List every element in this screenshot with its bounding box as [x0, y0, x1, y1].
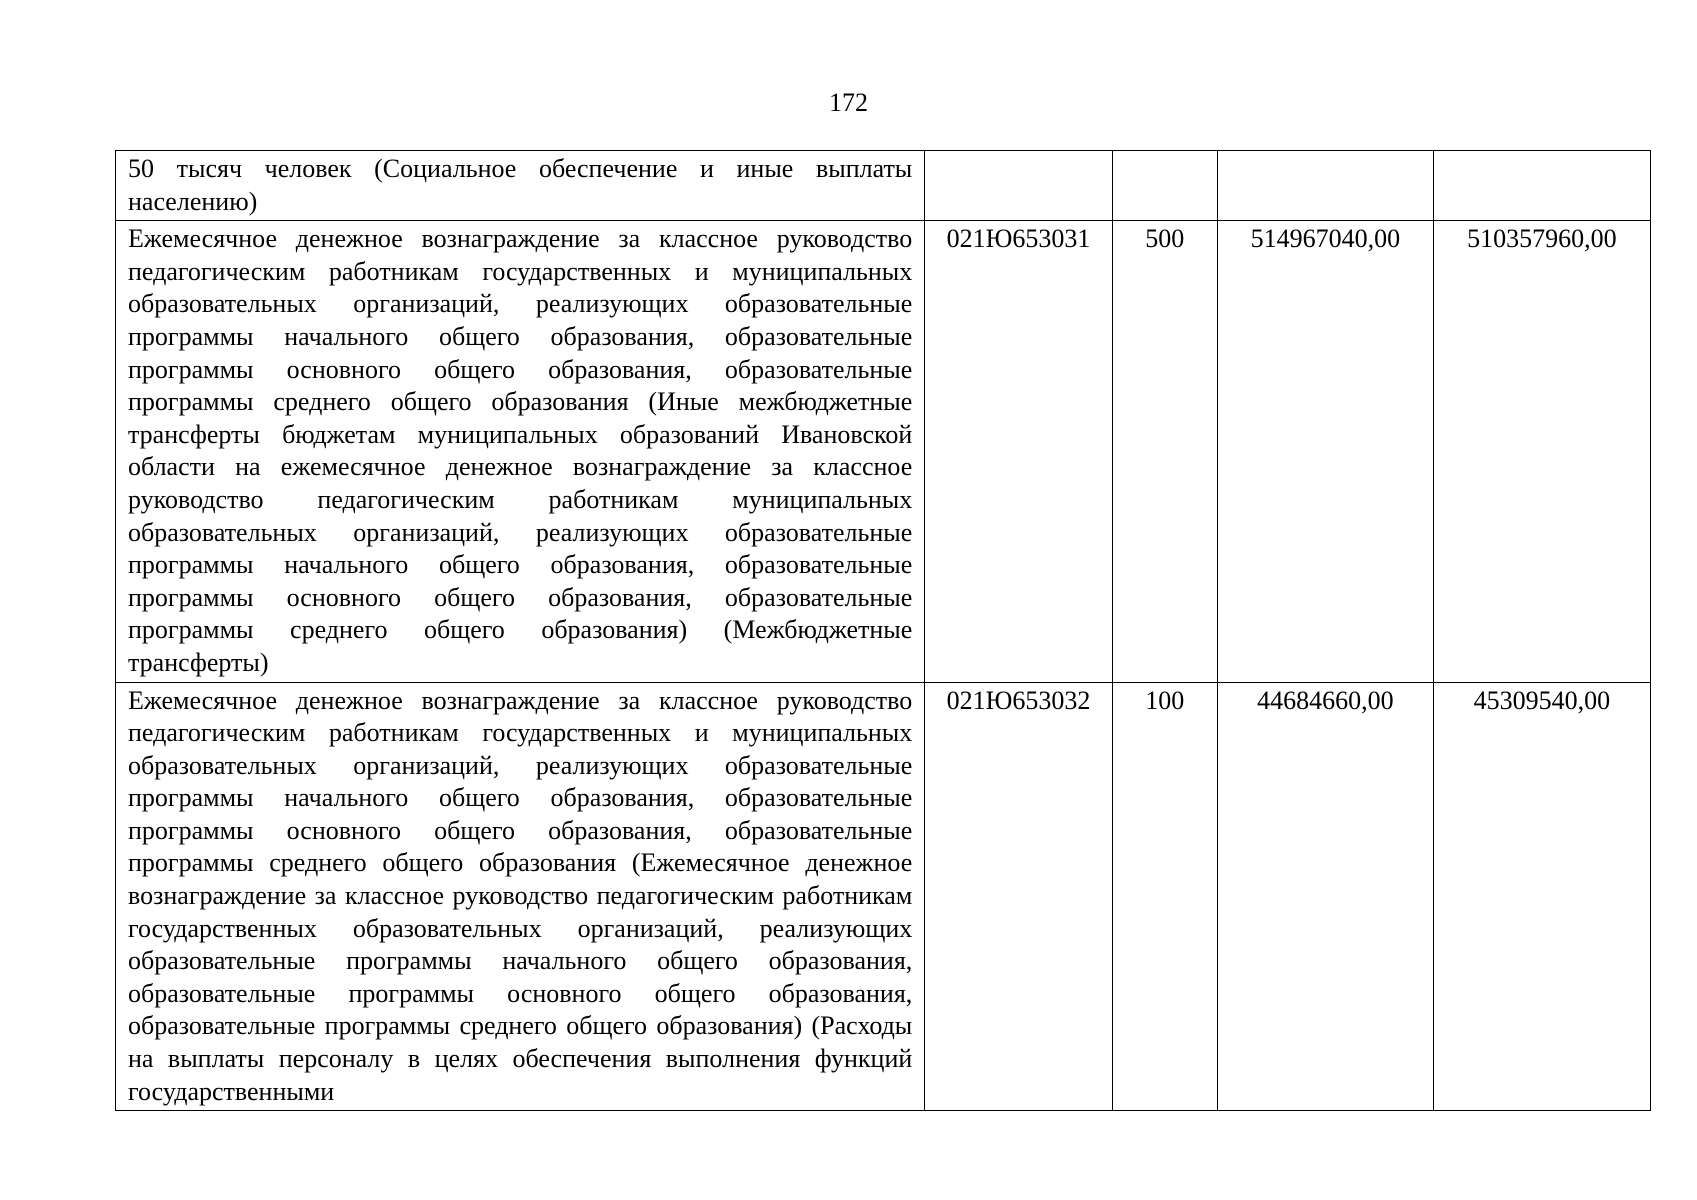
row-code-cell: 021Ю653032 [925, 682, 1113, 1111]
row-sum2-cell [1433, 151, 1650, 221]
budget-table [115, 150, 1651, 1111]
row-code-cell [925, 151, 1113, 221]
row-name-text: Ежемесячное денежное вознаграждение за классное руководство педагогическим работникам государственных и муниципальных образовательных организаций, реализующих образовательные программы начального общего образования, образовательные программы основного общего образования, образовательные программы среднего общего образования (Ежемесячное денежное вознаграждение за классное руководство педагогическим работникам государственных образовательных организаций, реализующих образовательные программы начального общего образования, образовательные программы основного общего образования, образовательные программы среднего общего образования) (Расходы на выплаты персоналу в целях обеспечения выполнения функций государственными [128, 685, 913, 1106]
table-row [116, 151, 1651, 221]
table-row [116, 682, 1651, 1111]
row-type-cell: 500 [1112, 221, 1217, 682]
row-type-cell: 100 [1112, 682, 1217, 1111]
page-number: 172 [829, 88, 868, 117]
row-sum1-cell: 514967040,00 [1217, 221, 1433, 682]
row-sum1-cell [1217, 151, 1433, 221]
table-row [116, 221, 1651, 682]
row-sum1-cell: 44684660,00 [1217, 682, 1433, 1111]
row-name-cell: Ежемесячное денежное вознаграждение за классное руководство педагогическим работникам государственных и муниципальных образовательных организаций, реализующих образовательные программы начального общего образования, образовательные программы основного общего образования, образовательные программы среднего общего образования (Иные межбюджетные трансферты бюджетам муниципальных образований Ивановской области на ежемесячное денежное вознаграждение за классное руководство педагогическим работникам муниципальных образовательных организаций, реализующих образовательные программы начального общего образования, образовательные программы основного общего образования, образовательные программы среднего общего образования) (Межбюджетные трансферты) [116, 221, 925, 682]
row-sum2-cell: 510357960,00 [1433, 221, 1650, 682]
row-name-cell: 50 тысяч человек (Социальное обеспечение и иные выплаты населению) [116, 151, 925, 221]
row-type-cell [1112, 151, 1217, 221]
row-name-cell [116, 682, 925, 1111]
row-sum2-cell: 45309540,00 [1433, 682, 1650, 1111]
row-code-cell: 021Ю653031 [925, 221, 1113, 682]
